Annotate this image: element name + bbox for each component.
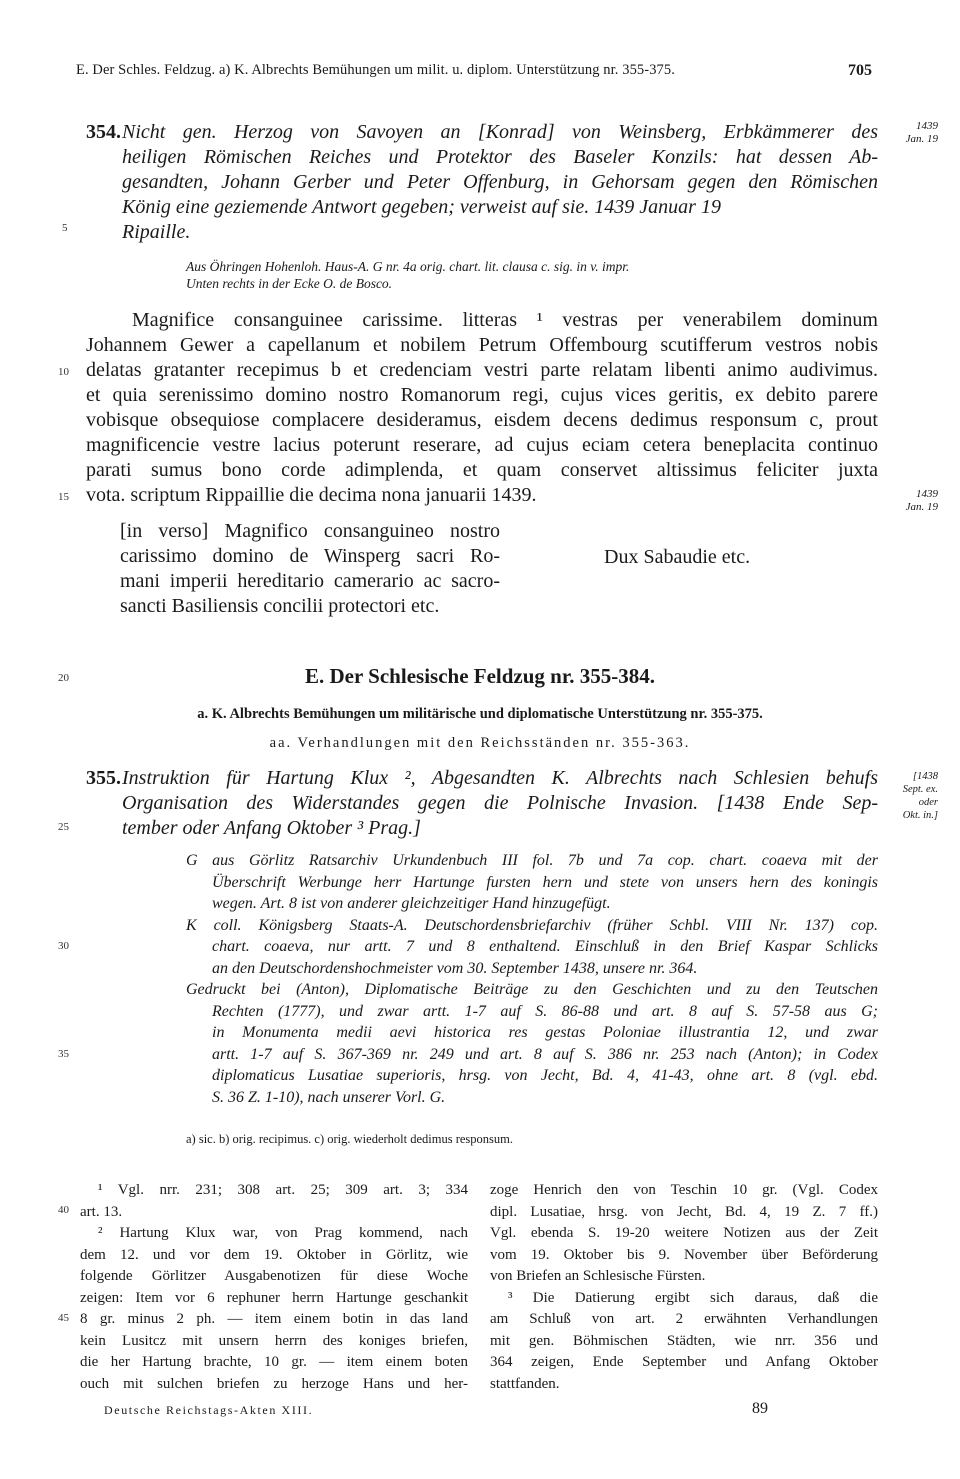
doc-354-source <box>186 258 880 292</box>
line-number-25: 25 <box>58 821 69 833</box>
footnote-line: art. 13. <box>80 1203 123 1220</box>
doc-354-text <box>86 308 878 508</box>
footnotes-right <box>490 1180 878 1395</box>
footnote-line: mit gen. Böhmischen Städten, wie nrr. 356 und <box>490 1332 878 1349</box>
footnote-line: von Briefen an Schlesische Fürsten. <box>490 1268 706 1284</box>
text-line: delatas gratanter recepimus b et credenciam vestri parte relatam libenti animo audivimus. <box>86 359 878 381</box>
line-number-5: 5 <box>62 222 68 234</box>
text-line: magnificencie vestre lacius poterunt reserare, ad cujus eciam cetera beneplacita continuo <box>86 434 878 456</box>
margin-year: 1439 <box>916 120 938 132</box>
doc-354-signature: Dux Sabaudie etc. <box>604 546 751 568</box>
regest-line: heiligen Römischen Reiches und Protektor des Baseler Konzils: hat dessen Ab- <box>122 146 878 168</box>
source-line: S. 36 Z. 1-10), nach unserer Vorl. G. <box>212 1088 446 1106</box>
verso-line: carissimo domino de Winsperg sacri Ro- <box>120 545 500 567</box>
regest-line: Instruktion für Hartung Klux ², Abgesandten K. Albrechts nach Schlesien behufs <box>122 767 878 789</box>
section-subsubtitle: aa. Verhandlungen mit den Reichsständen nr. 355-363. <box>269 735 691 751</box>
source-line: chart. coaeva, nur artt. 7 und 8 enthaltend. Einschluß in den Brief Kaspar Schlicks <box>212 938 878 955</box>
footnote-line: ³ Die Datierung ergibt sich daraus, daß die <box>508 1289 878 1306</box>
margin-month-2: Okt. in.] <box>902 810 938 821</box>
margin-year: 1439 <box>916 488 938 500</box>
line-number-20: 20 <box>58 672 69 684</box>
regest-line: gesandten, Johann Gerber und Peter Offenburg, in Gehorsam gegen den Römischen <box>122 171 878 193</box>
footer-sheet-number: 89 <box>752 1400 768 1417</box>
section-subtitle: a. K. Albrechts Bemühungen um militärische und diplomatische Unterstützung nr. 355-375. <box>197 706 763 722</box>
running-header: E. Der Schles. Feldzug. a) K. Albrechts Bemühungen um milit. u. diplom. Unterstützung nr. 355-375. <box>76 62 675 78</box>
source-line: Unten rechts in der Ecke O. de Bosco. <box>186 276 393 291</box>
margin-day: Jan. 19 <box>905 133 938 145</box>
doc-354-regest-cont <box>122 145 878 245</box>
line-number-15: 15 <box>58 491 69 503</box>
footer-series: Deutsche Reichstags-Akten XIII. <box>104 1403 314 1417</box>
line-number-40: 40 <box>58 1204 69 1216</box>
doc-355-margin-date <box>872 770 938 822</box>
regest-line: Nicht gen. Herzog von Savoyen an [Konrad] von Weinsberg, Erbkämmerer des <box>122 121 878 143</box>
footnote-line: kein Lusitcz mit unsern herrn des koniges briefen, <box>80 1332 468 1349</box>
footnote-line: dipl. Lusatiae, hrsg. von Jecht, Bd. 4, 19 Z. 7 ff.) <box>490 1203 878 1220</box>
line-number-30: 30 <box>58 940 69 952</box>
section-title: E. Der Schlesische Feldzug nr. 355-384. <box>305 664 655 688</box>
source-line: G aus Görlitz Ratsarchiv Urkundenbuch III fol. 7b und 7a cop. chart. coaeva mit der <box>186 852 878 869</box>
line-number-45: 45 <box>58 1312 69 1324</box>
footnote-line: zoge Henrich den von Teschin 10 gr. (Vgl. Codex <box>490 1182 878 1198</box>
source-line: an den Deutschordenshochmeister vom 30. September 1438, unsere nr. 364. <box>212 959 698 977</box>
source-line: Aus Öhringen Hohenloh. Haus-A. G nr. 4a orig. chart. lit. clausa c. sig. in v. impr. <box>186 259 630 274</box>
page-number: 705 <box>848 62 872 79</box>
doc-354-regest <box>122 120 878 145</box>
regest-line: Organisation des Widerstandes gegen die Polnische Invasion. [1438 Ende Sep- <box>122 792 878 814</box>
verso-line: mani imperii hereditario camerario ac sacro- <box>120 570 500 592</box>
verso-line: [in verso] Magnifico consanguineo nostro <box>120 520 500 542</box>
source-line: artt. 1-7 auf S. 367-369 nr. 249 und art. 8 auf S. 386 nr. 253 nach (Anton); in Codex <box>212 1045 878 1063</box>
footnote-line: vom 19. Oktober bis 9. November über Beförderung <box>490 1246 878 1263</box>
text-line: Magnifice consanguinee carissime. litteras ¹ vestras per venerabilem dominum <box>132 309 878 331</box>
line-number-10: 10 <box>58 366 69 378</box>
regest-line: tember oder Anfang Oktober ³ Prag.] <box>122 817 421 839</box>
footnote-line: folgende Görlitzer Ausgabenotizen für diese Woche <box>80 1268 468 1284</box>
footnote-line: am Schluß von art. 2 erwähnten Verhandlungen <box>490 1311 878 1327</box>
doc-355-number: 355. <box>86 767 121 789</box>
footnote-line: stattfanden. <box>490 1375 560 1392</box>
regest-line: König eine geziemende Antwort gegeben; verweist auf sie. 1439 Januar 19 <box>122 196 721 218</box>
doc-354-number: 354. <box>86 121 121 143</box>
doc-355-regest-cont <box>122 791 878 841</box>
doc-355-sources <box>186 850 878 1108</box>
line-number-35: 35 <box>58 1048 69 1060</box>
source-line: Überschrift Werbunge herr Hartunge fursten hern und stete von unsers hern des koningis <box>212 873 878 891</box>
source-line: Rechten (1777), und zwar artt. 1-7 auf S. 86-88 und art. 8 auf S. 57-58 aus G; <box>212 1002 878 1020</box>
source-line: K coll. Königsberg Staats-A. Deutschordensbriefarchiv (früher Schbl. VIII Nr. 137) cop. <box>186 916 878 934</box>
verso-line: sancti Basiliensis concilii protectori etc. <box>120 595 440 617</box>
source-line: Gedruckt bei (Anton), Diplomatische Beiträge zu den Geschichten und zu den Teutschen <box>186 981 878 998</box>
footnote-line: zeigen: Item vor 6 rephuner herrn Hartunge geschankit <box>80 1289 468 1306</box>
footnote-line: die her Hartung brachte, 10 gr. — item einem boten <box>80 1354 468 1370</box>
footnote-line: ouch mit sulchen briefen zu herzoge Hans und her- <box>80 1375 468 1392</box>
doc-354-verso <box>120 519 500 619</box>
doc-354-margin-date <box>880 120 938 146</box>
text-line: parati sumus bono corde adimplenda, et quam conservet altissimus feliciter juxta <box>86 459 878 481</box>
doc-354-margin-date-2 <box>880 488 938 514</box>
text-line: et quia serenissimo domino nostro Romanorum regi, cujus vices geritis, ex debito parere <box>86 384 878 406</box>
footnote-line: 8 gr. minus 2 ph. — item einem botin in das land <box>80 1311 468 1327</box>
text-line: Johannem Gewer a capellanum et nobilem Petrum Offembourg scutifferum vestros nobis <box>86 334 878 356</box>
source-line: diplomaticus Lusatiae superioris, hrsg. von Jecht, Bd. 4, 41-43, ohne art. 8 (vgl. ebd. <box>212 1067 878 1084</box>
footnote-line: Vgl. ebenda S. 19-20 weitere Notizen aus der Zeit <box>490 1225 878 1241</box>
doc-355-regest <box>122 766 878 791</box>
regest-line: Ripaille. <box>122 221 191 243</box>
footnotes-left <box>80 1180 468 1395</box>
text-line: vota. scriptum Rippaillie die decima nona januarii 1439. <box>86 484 537 506</box>
source-line: in Monumenta medii aevi historica res gestas Poloniae illustrantia 12, und zwar <box>212 1024 878 1041</box>
footnote-line: ¹ Vgl. nrr. 231; 308 art. 25; 309 art. 3; 334 <box>98 1182 468 1198</box>
text-line: vobisque obsequiose complacere desideramus, eisdem decens dedimus responsum c, prout <box>86 409 878 431</box>
variant-apparatus: a) sic. b) orig. recipimus. c) orig. wiederholt dedimus responsum. <box>186 1132 514 1146</box>
footnote-line: dem 12. und vor dem 19. Oktober in Görlitz, wie <box>80 1246 468 1263</box>
source-line: wegen. Art. 8 ist von anderer gleichzeitiger Hand hinzugefügt. <box>212 895 611 912</box>
margin-day: Jan. 19 <box>905 501 938 513</box>
footnote-line: 364 zeigen, Ende September und Anfang Oktober <box>490 1354 878 1370</box>
margin-month: Sept. ex. <box>902 784 938 795</box>
margin-year: [1438 <box>912 771 938 782</box>
footnote-line: ² Hartung Klux war, von Prag kommend, nach <box>98 1225 468 1241</box>
margin-or: oder <box>918 797 938 808</box>
